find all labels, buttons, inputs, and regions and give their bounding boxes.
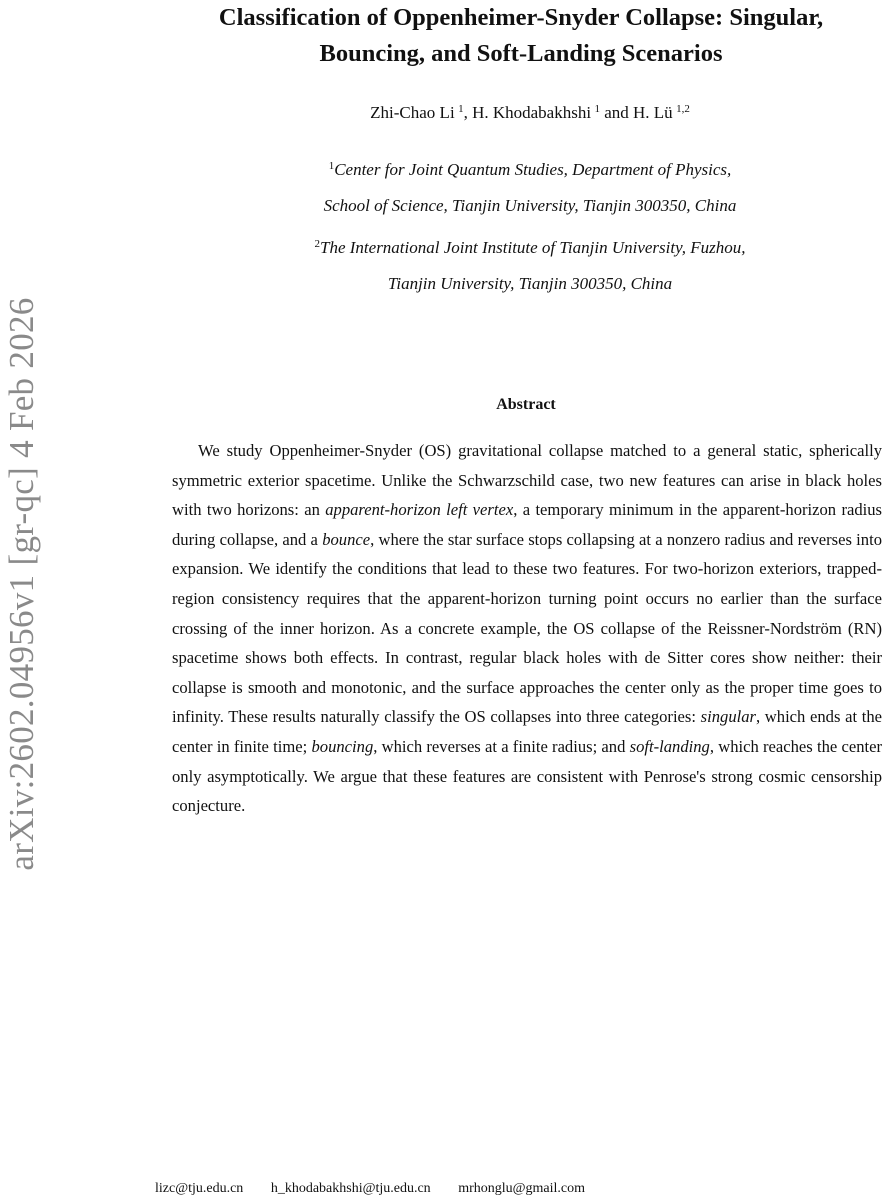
author-affil-marker: 1 [458,103,464,115]
abstract-text: , which ends at the center in finite time; [172,707,882,756]
author-name: H. Khodabakhshi [472,103,592,122]
abstract-emphasis: bounce [322,529,371,549]
affil-marker: 1 [328,160,335,172]
email-link[interactable]: mrhonglu@gmail.com [458,1181,586,1196]
email-link[interactable]: h_khodabakhshi@tju.edu.cn [270,1181,431,1196]
author-list [150,103,892,123]
author-name: H. Lü [633,103,673,122]
affil-marker: 2 [314,238,321,250]
author-name: Zhi-Chao Li [370,103,455,122]
author-separator: and [599,103,634,122]
affil-line: School of Science, Tianjin University, Tianjin 300350, China [323,196,737,215]
abstract-body [172,436,882,821]
abstract-text: , which reaches the center only asymptotically. We argue that these features are consistent with Penrose's strong cosmic censorship conjecture. [172,736,883,816]
abstract-emphasis: singular [700,707,756,727]
abstract-emphasis: bouncing [311,736,374,756]
arxiv-id-text: arXiv:2602.04956v1 [gr-qc] 4 Feb 2026 [2,297,41,871]
author-separator: , [463,103,473,122]
abstract-emphasis: apparent-horizon left vertex [325,500,514,520]
affiliation-2 [150,230,892,302]
arxiv-identifier-stamp [2,284,42,884]
abstract-text: , where the star surface stops collapsing at a nonzero radius and reverses into expansion. We identify the conditions that lead to these two features. For two-horizon exteriors, trapped-region consistency requires that the apparent-horizon turning point occurs no earlier than the surface crossing of the inner horizon. As a concrete example, the OS collapse of the Reissner-Nordström (RN) spacetime shows both effects. In contrast, regular black holes with de Sitter cores show neither: their collapse is smooth and monotonic, and the surface approaches the center only as the proper time goes to infinity. These results naturally classify the OS collapses into three categories: [172,529,883,727]
paper-title [150,0,892,72]
affiliation-1 [150,152,892,224]
abstract-text: , a temporary minimum in the apparent-horizon radius during collapse, and a [172,500,883,549]
abstract-text: We study Oppenheimer-Snyder (OS) gravitational collapse matched to a general static, spherically symmetric exterior spacetime. Unlike the Schwarzschild case, two new features can arise in black holes with two horizons: an [172,441,882,520]
title-line-2: Bouncing, and Soft-Landing Scenarios [319,40,723,67]
author-affil-marker: 1 [594,103,600,115]
author-emails [155,1181,609,1197]
abstract-heading: Abstract [496,396,556,413]
affil-line: Tianjin University, Tianjin 300350, China [387,274,673,293]
email-link[interactable]: lizc@tju.edu.cn [155,1181,244,1196]
title-line-1: Classification of Oppenheimer-Snyder Collapse: Singular, [218,4,824,31]
affil-line: Center for Joint Quantum Studies, Department of Physics, [334,160,732,179]
abstract-emphasis: soft-landing [629,736,710,756]
affil-line: The International Joint Institute of Tianjin University, Fuzhou, [320,238,746,257]
author-affil-marker: 1,2 [676,103,690,115]
abstract-text: , which reverses at a finite radius; and [373,736,630,756]
